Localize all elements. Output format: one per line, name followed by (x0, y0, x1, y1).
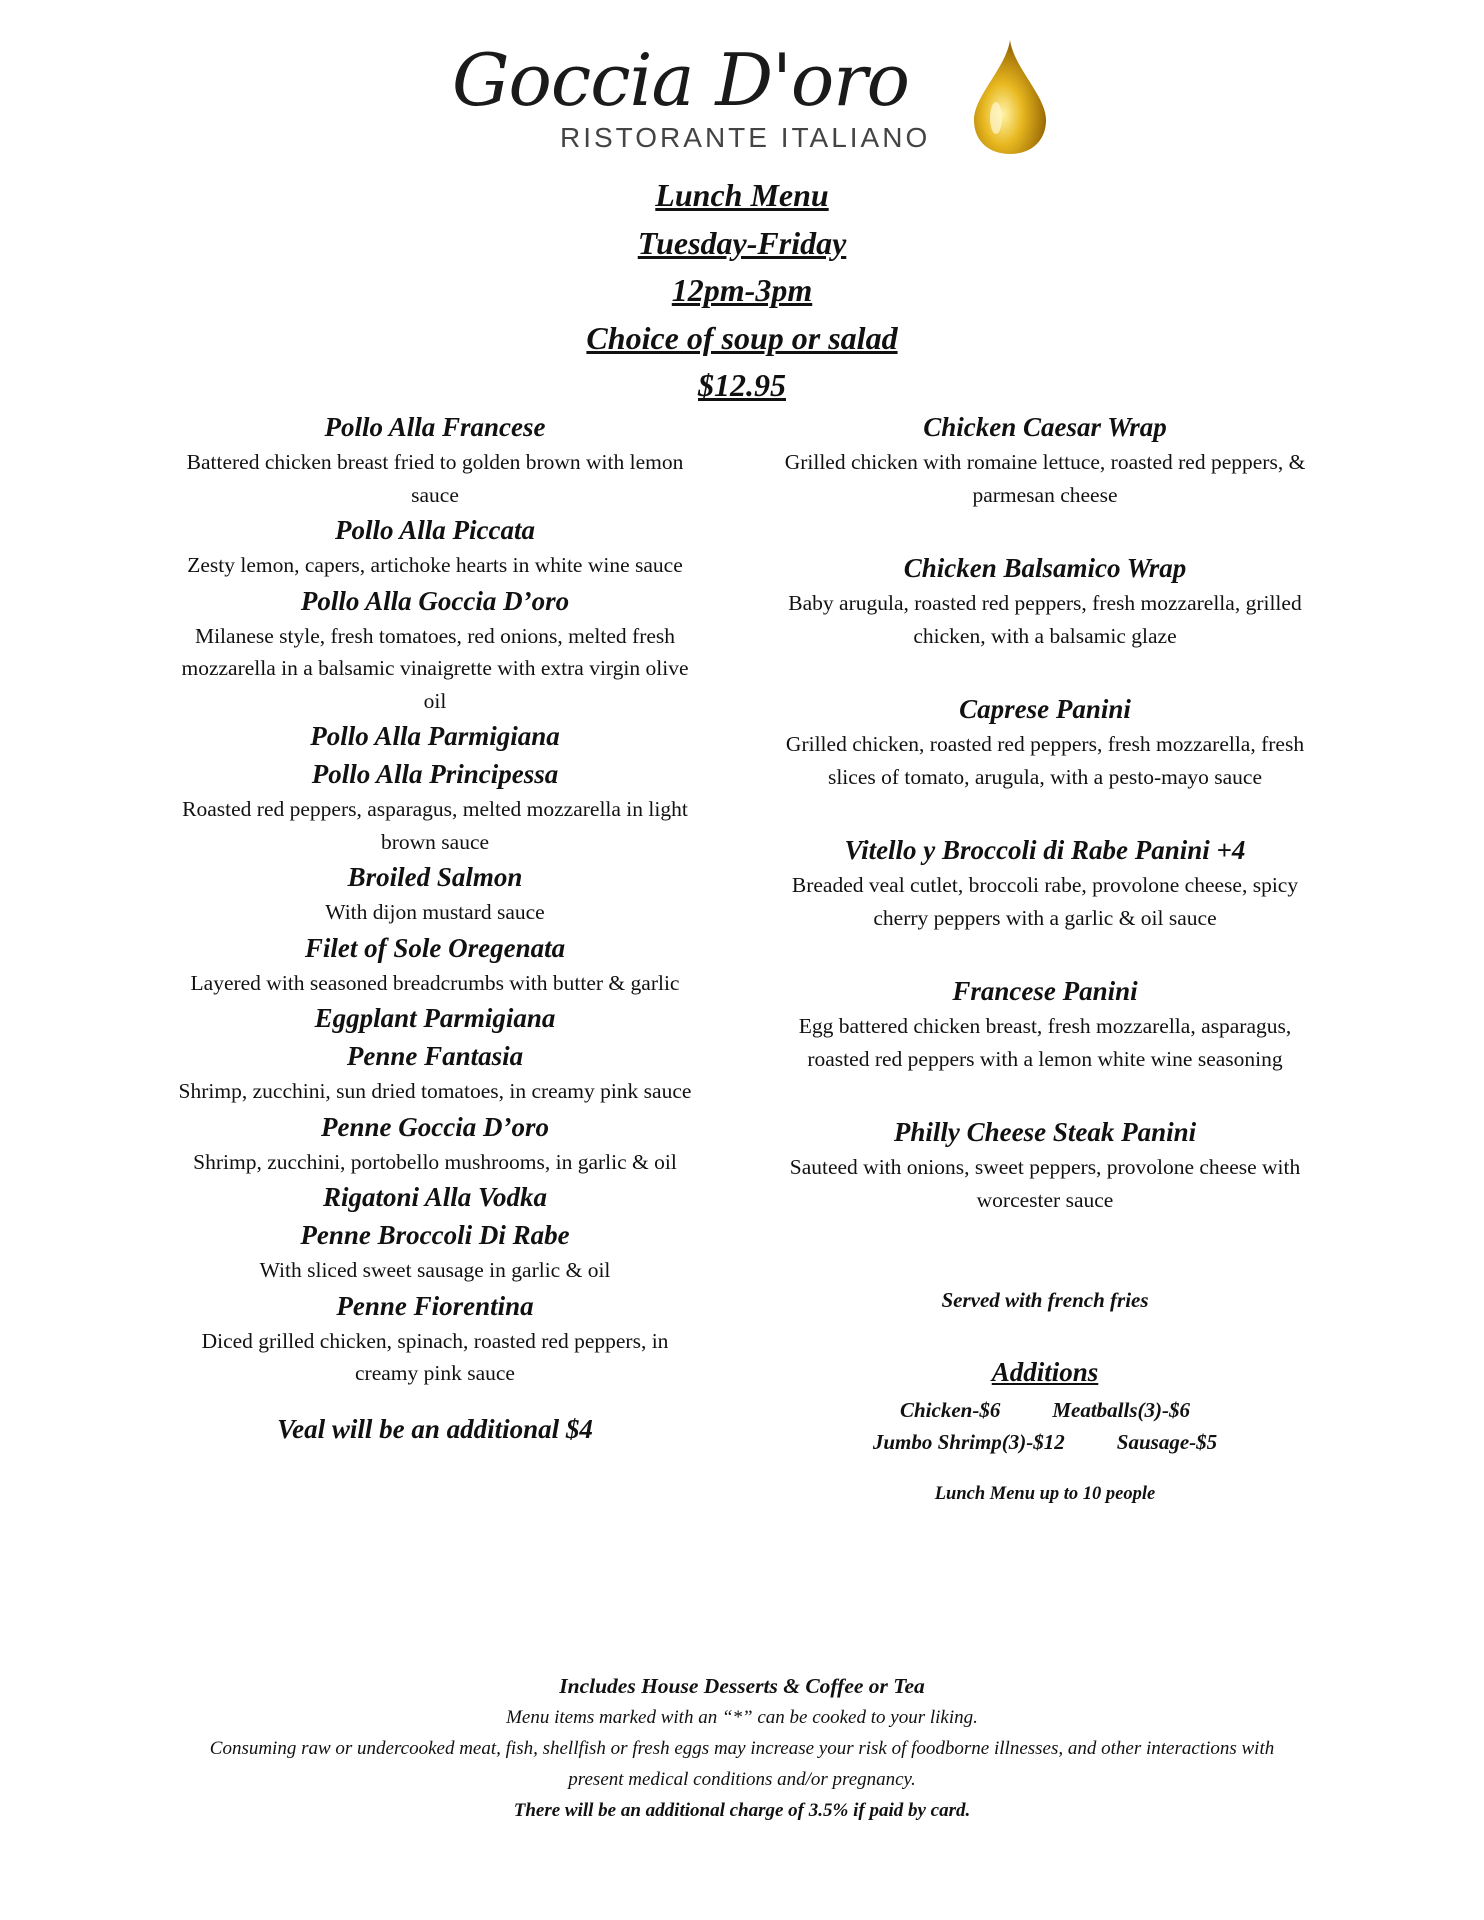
item-name: Penne Goccia D’oro (321, 1111, 549, 1142)
additions-row (780, 1394, 1310, 1426)
item-name: Vitello y Broccoli di Rabe Panini +4 (844, 835, 1246, 865)
item-name: Pollo Alla Francese (324, 412, 546, 442)
item-name: Penne Broccoli Di Rabe (300, 1220, 570, 1250)
menu-item (780, 690, 1310, 793)
right-menu-column (780, 408, 1310, 1505)
menu-choice: Choice of soup or salad (586, 319, 898, 356)
item-name: Eggplant Parmigiana (314, 1003, 556, 1033)
item-description: Breaded veal cutlet, broccoli rabe, provolone cheese, spicy cherry peppers with a garlic & oil sauce (791, 873, 1299, 930)
item-name: Francese Panini (952, 976, 1138, 1006)
item-description: Egg battered chicken breast, fresh mozzarella, asparagus, roasted red peppers with a lemon white wine seasoning (798, 1014, 1292, 1071)
served-with-note: Served with french fries (941, 1288, 1149, 1312)
addition-item: Jumbo Shrimp(3)-$12 (872, 1430, 1065, 1454)
item-name: Pollo Alla Principessa (311, 759, 559, 789)
veal-note: Veal will be an additional $4 (277, 1413, 593, 1444)
item-description: Battered chicken breast fried to golden brown with lemon sauce (186, 450, 684, 507)
item-description: With sliced sweet sausage in garlic & oil (259, 1258, 611, 1282)
item-description: Sauteed with onions, sweet peppers, provolone cheese with worcester sauce (789, 1155, 1301, 1212)
menu-item (780, 408, 1310, 511)
menu-hours: 12pm-3pm (671, 272, 813, 308)
cook-to-liking-note: Menu items marked with an “*” can be cooked to your liking. (506, 1707, 978, 1728)
menu-item (170, 929, 700, 1000)
menu-price: $12.95 (698, 367, 786, 403)
item-name: Caprese Panini (959, 694, 1131, 724)
menu-footer (0, 1670, 1484, 1826)
item-description: Baby arugula, roasted red peppers, fresh mozzarella, grilled chicken, with a balsamic glaze (788, 591, 1302, 648)
item-description: Roasted red peppers, asparagus, melted mozzarella in light brown sauce (182, 797, 688, 854)
item-description: Shrimp, zucchini, sun dried tomatoes, in creamy pink sauce (178, 1079, 692, 1103)
addition-item: Chicken-$6 (900, 1398, 1001, 1422)
item-description: Grilled chicken with romaine lettuce, roasted red peppers, & parmesan cheese (784, 450, 1306, 507)
item-description: Zesty lemon, capers, artichoke hearts in white wine sauce (187, 553, 683, 577)
menu-title: Lunch Menu (655, 177, 829, 213)
menu-item (780, 1113, 1310, 1216)
card-surcharge-note: There will be an additional charge of 3.5% if paid by card. (513, 1800, 971, 1821)
menu-item (170, 755, 700, 858)
item-description: Grilled chicken, roasted red peppers, fresh mozzarella, fresh slices of tomato, arugula, with a pesto-mayo sauce (785, 732, 1305, 789)
item-description: With dijon mustard sauce (325, 900, 545, 924)
item-name: Filet of Sole Oregenata (304, 932, 566, 963)
item-name: Pollo Alla Goccia D’oro (300, 585, 570, 616)
restaurant-logo (452, 38, 1052, 158)
menu-item (170, 1108, 700, 1179)
menu-days: Tuesday-Friday (637, 224, 847, 261)
item-name: Penne Fiorentina (336, 1290, 534, 1321)
menu-item (170, 717, 700, 755)
menu-item (170, 1216, 700, 1287)
menu-item (780, 972, 1310, 1075)
item-name: Pollo Alla Parmigiana (310, 721, 560, 751)
item-name: Pollo Alla Piccata (335, 515, 535, 545)
left-menu-column (170, 408, 700, 1445)
item-name: Penne Fantasia (346, 1041, 524, 1071)
additions-row (780, 1426, 1310, 1458)
menu-item (170, 999, 700, 1037)
item-name: Philly Cheese Steak Panini (893, 1117, 1197, 1147)
menu-header (0, 172, 1484, 410)
item-description: Shrimp, zucchini, portobello mushrooms, in garlic & oil (193, 1149, 677, 1174)
item-description: Diced grilled chicken, spinach, roasted red peppers, in creamy pink sauce (201, 1328, 669, 1385)
addition-item: Meatballs(3)-$6 (1052, 1398, 1190, 1422)
item-name: Rigatoni Alla Vodka (322, 1182, 548, 1212)
menu-item (780, 549, 1310, 652)
oil-drop-icon (970, 38, 1050, 156)
item-name: Chicken Balsamico Wrap (903, 553, 1187, 583)
menu-item (780, 831, 1310, 934)
item-name: Chicken Caesar Wrap (923, 412, 1167, 442)
logo-subtitle: RISTORANTE ITALIANO (560, 122, 931, 153)
item-description: Milanese style, fresh tomatoes, red onions, melted fresh mozzarella in a balsamic vinaigrette with extra virgin olive oil (181, 623, 689, 713)
menu-item (170, 1037, 700, 1108)
menu-item (170, 408, 700, 511)
menu-item (170, 858, 700, 929)
item-name: Broiled Salmon (347, 862, 523, 892)
food-safety-warning: Consuming raw or undercooked meat, fish, shellfish or fresh eggs may increase your risk of foodborne illnesses, and other interactions with present medical conditions and/or pregnancy. (209, 1738, 1275, 1790)
includes-note: Includes House Desserts & Coffee or Tea (559, 1674, 925, 1698)
menu-item (170, 1287, 700, 1390)
addition-item: Sausage-$5 (1116, 1430, 1218, 1454)
additions-title: Additions (991, 1357, 1099, 1387)
lunch-limit-note: Lunch Menu up to 10 people (934, 1484, 1156, 1504)
logo-wordmark: Goccia D'oro (452, 38, 909, 122)
menu-item (170, 1178, 700, 1216)
menu-item (170, 511, 700, 582)
item-description: Layered with seasoned breadcrumbs with butter & garlic (190, 970, 680, 995)
menu-item (170, 582, 700, 718)
